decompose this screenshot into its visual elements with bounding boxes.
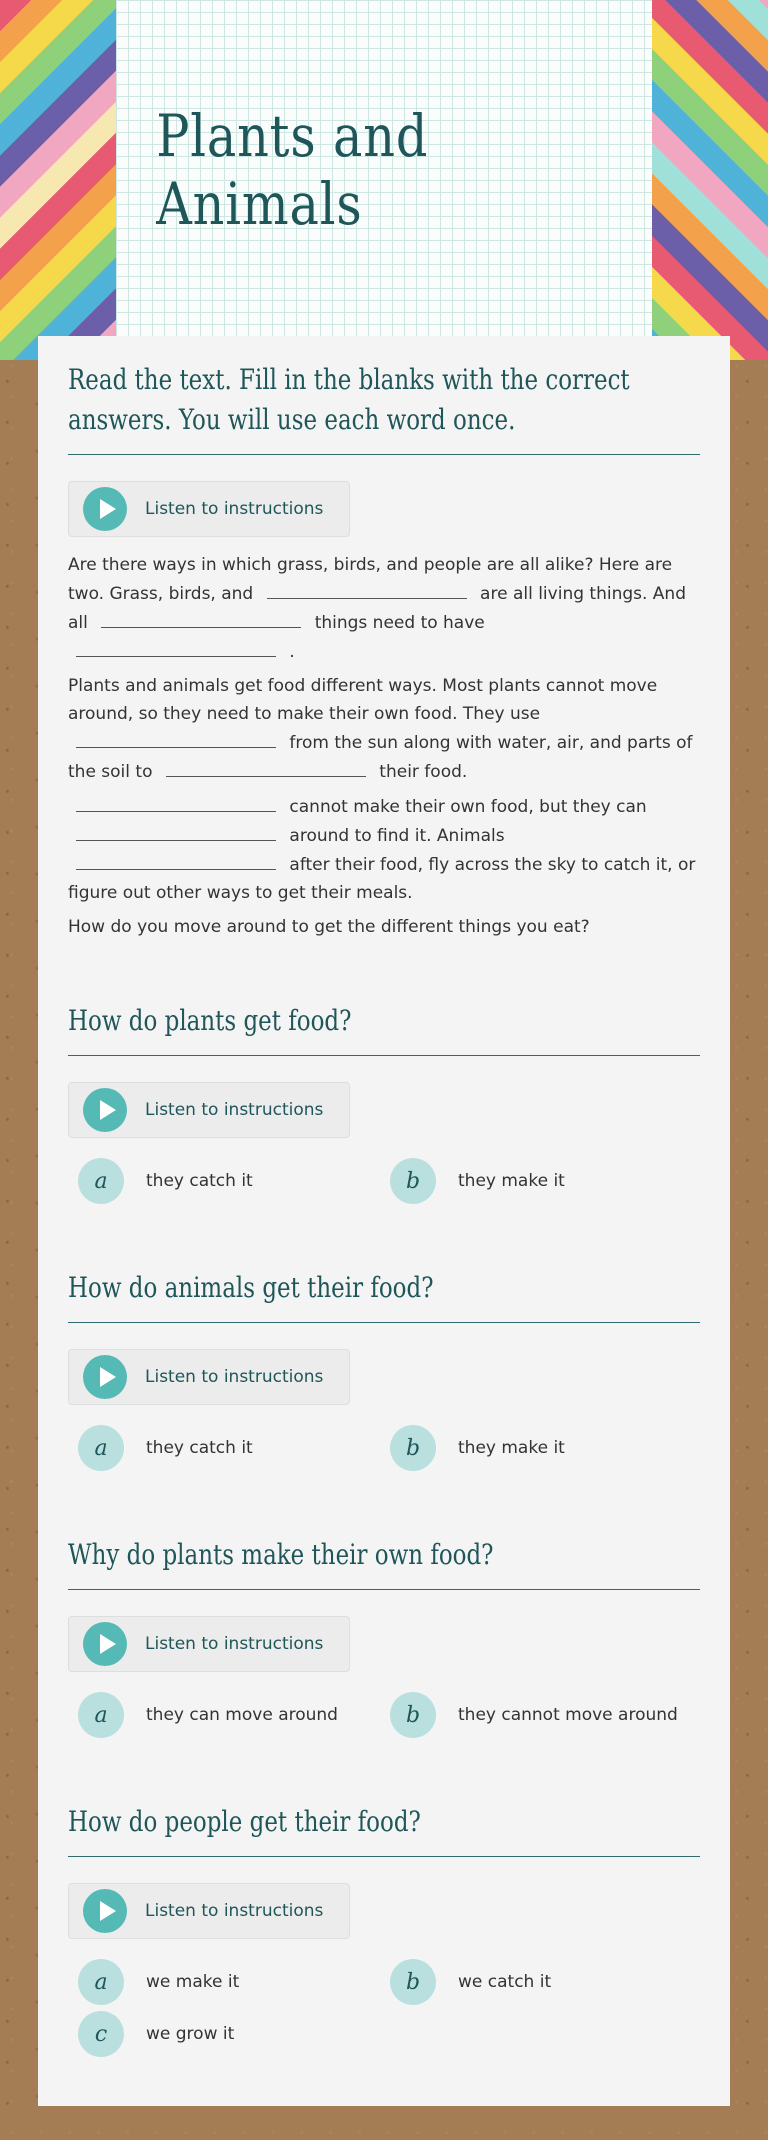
option-text: they cannot move around — [458, 1705, 678, 1725]
question-heading: How do people get their food? — [68, 1805, 421, 1838]
play-icon — [83, 1355, 127, 1399]
passage-paragraph — [68, 551, 700, 666]
listen-label: Listen to instructions — [145, 1367, 324, 1387]
answer-option[interactable] — [68, 1156, 380, 1206]
option-letter-badge: a — [78, 1425, 124, 1471]
answer-option[interactable] — [68, 2009, 380, 2059]
answer-option[interactable] — [68, 1957, 380, 2007]
blank-input[interactable] — [76, 728, 276, 748]
listen-label: Listen to instructions — [145, 1901, 324, 1921]
section-heading: Read the text. Fill in the blanks with the correct answers. You will use each word once. — [68, 363, 630, 436]
passage-text-run: cannot make their own food, but they can — [289, 797, 647, 817]
question-3 — [68, 1535, 700, 1742]
title-banner — [116, 0, 652, 340]
play-icon — [83, 1088, 127, 1132]
passage-text-run: after their food, fly across the sky to catch it, or figure out other ways to get their meals. — [68, 855, 696, 903]
option-letter-badge: a — [78, 1158, 124, 1204]
listen-instructions-button[interactable] — [68, 1349, 350, 1405]
question-2 — [68, 1268, 700, 1475]
divider — [68, 454, 700, 455]
option-text: they catch it — [146, 1438, 253, 1458]
play-icon — [83, 487, 127, 531]
play-icon — [83, 1622, 127, 1666]
answer-options — [68, 1156, 700, 1208]
listen-instructions-button[interactable] — [68, 1616, 350, 1672]
option-text: we catch it — [458, 1972, 552, 1992]
blank-input[interactable] — [76, 792, 276, 812]
option-letter-badge: b — [390, 1158, 436, 1204]
option-letter-badge: b — [390, 1959, 436, 2005]
worksheet-card — [38, 336, 730, 2106]
question-4 — [68, 1802, 700, 2061]
blank-input[interactable] — [101, 608, 301, 628]
option-letter-badge: b — [390, 1692, 436, 1738]
answer-option[interactable] — [380, 1423, 692, 1473]
blank-input[interactable] — [76, 850, 276, 870]
passage-text-run: from the sun along with water, air, and parts of the soil to — [68, 733, 693, 782]
blank-input[interactable] — [166, 757, 366, 777]
answer-option[interactable] — [68, 1690, 380, 1740]
passage-text-run: are all living things. And all — [68, 584, 686, 633]
option-text: they catch it — [146, 1171, 253, 1191]
passage-paragraph — [68, 672, 700, 786]
answer-options — [68, 1423, 700, 1475]
divider — [68, 1055, 700, 1056]
option-letter-badge: a — [78, 1692, 124, 1738]
blank-input[interactable] — [267, 579, 467, 599]
answer-option[interactable] — [68, 1423, 380, 1473]
blank-input[interactable] — [76, 821, 276, 841]
option-text: they make it — [458, 1438, 565, 1458]
option-text: we make it — [146, 1972, 240, 1992]
passage-text-run: . — [289, 642, 295, 662]
passage-text-run: their food. — [379, 762, 468, 782]
option-letter-badge: c — [78, 2011, 124, 2057]
listen-label: Listen to instructions — [145, 1634, 324, 1654]
answer-option[interactable] — [380, 1957, 692, 2007]
passage-text-run: things need to have — [314, 613, 485, 633]
option-text: we grow it — [146, 2024, 235, 2044]
question-heading: Why do plants make their own food? — [68, 1538, 494, 1571]
decorative-stripes-left — [0, 0, 116, 360]
answer-option[interactable] — [380, 1690, 692, 1740]
divider — [68, 1589, 700, 1590]
answer-options — [68, 1957, 700, 2061]
passage-text — [68, 551, 700, 941]
passage-text-run: Are there ways in which grass, birds, and people are all alike? Here are two. Grass, birds, and — [68, 555, 673, 604]
listen-label: Listen to instructions — [145, 499, 324, 519]
question-heading: How do plants get food? — [68, 1004, 352, 1037]
question-heading: How do animals get their food? — [68, 1271, 434, 1304]
divider — [68, 1856, 700, 1857]
option-letter-badge: b — [390, 1425, 436, 1471]
passage-text-run: around to find it. Animals — [289, 826, 505, 846]
page-title: Plants and Animals — [156, 102, 429, 238]
answer-option[interactable] — [380, 1156, 692, 1206]
listen-label: Listen to instructions — [145, 1100, 324, 1120]
option-letter-badge: a — [78, 1959, 124, 2005]
listen-instructions-button[interactable] — [68, 1883, 350, 1939]
play-icon — [83, 1889, 127, 1933]
page-header — [0, 0, 768, 360]
listen-instructions-button[interactable] — [68, 481, 350, 537]
passage-section — [68, 360, 700, 941]
divider — [68, 1322, 700, 1323]
answer-options — [68, 1690, 700, 1742]
passage-text-run: Plants and animals get food different ways. Most plants cannot move around, so they need to make their own food. They use — [68, 676, 658, 724]
blank-input[interactable] — [76, 637, 276, 657]
option-text: they can move around — [146, 1705, 338, 1725]
option-text: they make it — [458, 1171, 565, 1191]
passage-paragraph: How do you move around to get the different things you eat? — [68, 917, 590, 937]
listen-instructions-button[interactable] — [68, 1082, 350, 1138]
question-1 — [68, 1001, 700, 1208]
decorative-stripes-right — [652, 0, 768, 360]
passage-paragraph — [68, 792, 700, 907]
